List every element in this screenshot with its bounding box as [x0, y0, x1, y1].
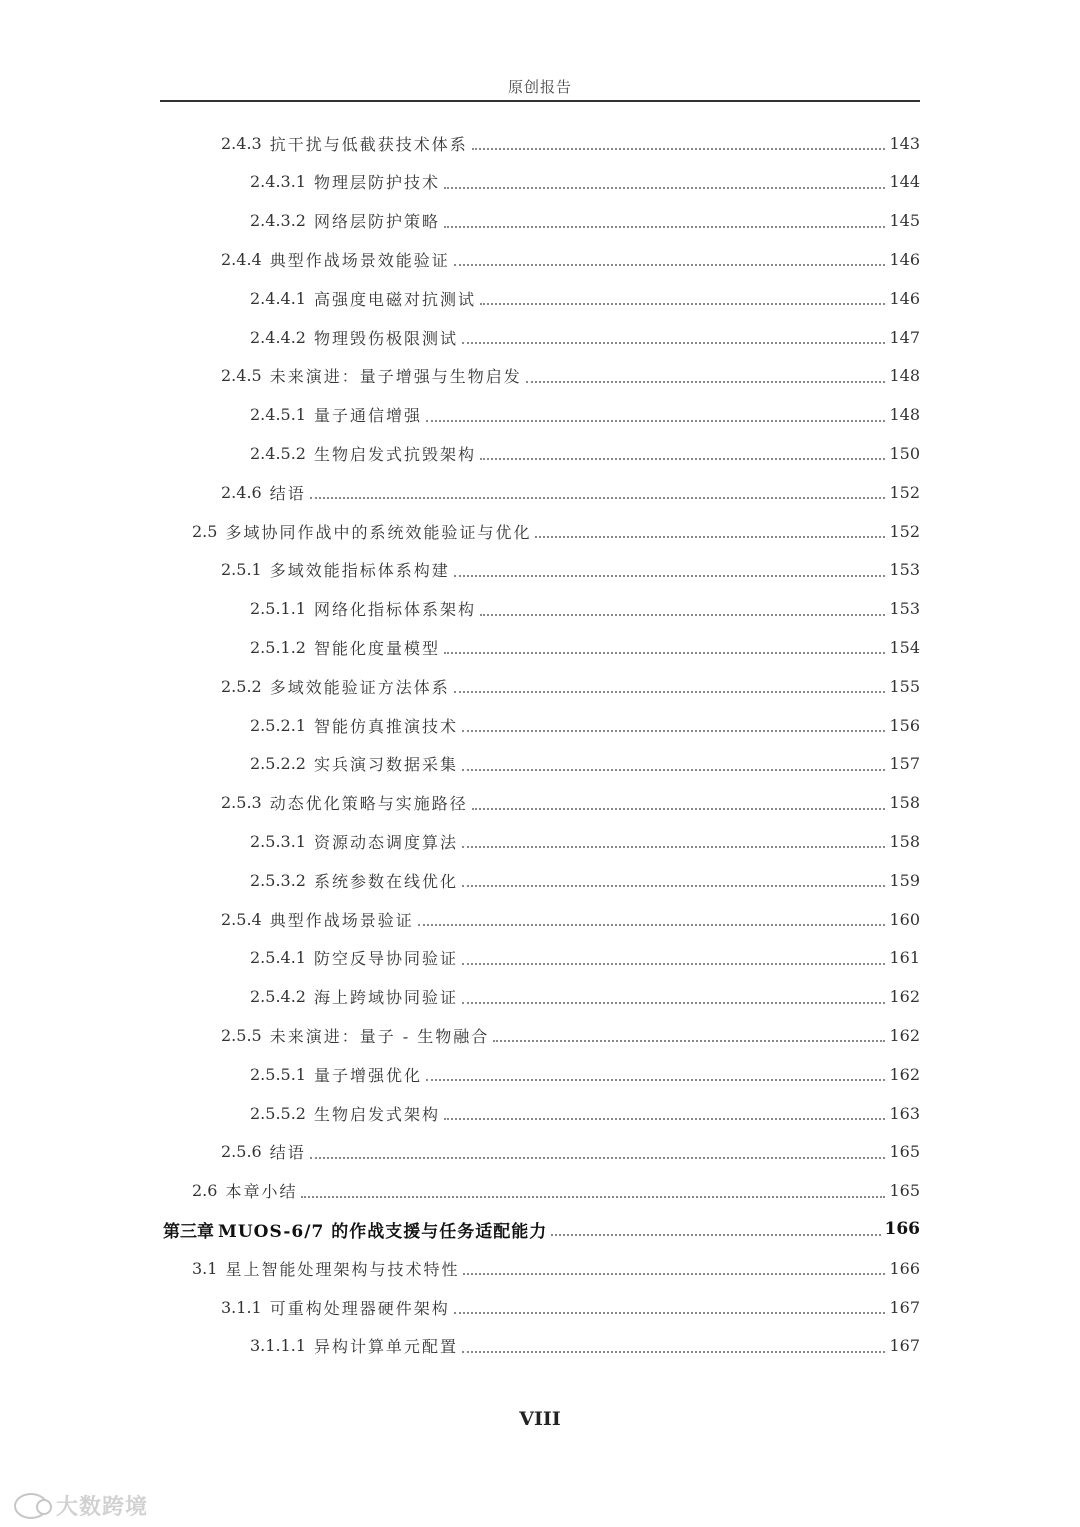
toc-entry-title: 多域效能指标体系构建 — [269, 561, 450, 581]
toc-entry[interactable] — [0, 667, 920, 705]
header-title: 原创报告 — [507, 78, 572, 96]
toc-entry-title: 典型作战场景效能验证 — [269, 250, 450, 270]
toc-entry-title: 结语 — [269, 483, 306, 503]
toc-entry-title: 生物启发式架构 — [313, 1104, 440, 1124]
toc-entry-title: 未来演进：量子 - 生物融合 — [269, 1026, 490, 1046]
chat-bubbles-icon — [14, 1493, 48, 1519]
toc-entry[interactable] — [0, 396, 920, 434]
toc-entry[interactable] — [0, 1172, 920, 1210]
toc-entry-page: 153 — [889, 560, 920, 580]
toc-entry[interactable] — [0, 1249, 920, 1287]
toc-entry-title: 星上智能处理架构与技术特性 — [225, 1259, 460, 1279]
toc-entry-number: 2.5.3.2 — [250, 870, 306, 890]
toc-leader-dots — [462, 846, 885, 848]
toc-entry-number: 2.5.4.2 — [250, 987, 306, 1007]
toc-entry-page: 157 — [889, 754, 920, 774]
toc-entry[interactable] — [0, 512, 920, 550]
toc-entry-page: 153 — [889, 599, 920, 619]
toc-entry-page: 160 — [889, 909, 920, 929]
toc-entry-number: 2.4.3 — [221, 133, 262, 153]
toc-leader-dots — [444, 226, 885, 228]
toc-entry[interactable] — [0, 745, 920, 783]
toc-entry-title: MUOS-6/7 的作战支援与任务适配能力 — [218, 1221, 548, 1242]
toc-entry-number: 2.4.4.1 — [250, 288, 306, 308]
toc-entry-number: 2.4.5.2 — [250, 443, 306, 463]
toc-entry-title: 网络化指标体系架构 — [313, 600, 476, 620]
toc-entry[interactable] — [0, 1016, 920, 1054]
toc-entry-title: 本章小结 — [225, 1182, 298, 1202]
toc-entry-number: 2.5.3 — [221, 793, 262, 813]
toc-entry[interactable] — [0, 939, 920, 977]
toc-entry[interactable] — [0, 318, 920, 356]
toc-entry-title: 资源动态调度算法 — [313, 832, 458, 852]
toc-entry-number: 2.5.4.1 — [250, 948, 306, 968]
toc-leader-dots — [462, 342, 885, 344]
toc-entry-page: 144 — [889, 172, 920, 192]
header-rule — [160, 100, 920, 102]
toc-leader-dots — [551, 1234, 880, 1236]
toc-entry[interactable] — [0, 434, 920, 472]
toc-entry[interactable] — [0, 473, 920, 511]
toc-entry-number: 2.5 — [192, 521, 218, 541]
toc-entry-number: 第三章 — [163, 1221, 214, 1242]
toc-entry[interactable] — [0, 124, 920, 162]
toc-entry[interactable] — [0, 1055, 920, 1093]
toc-entry-page: 147 — [889, 327, 920, 347]
toc-leader-dots — [426, 1079, 885, 1081]
toc-entry-page: 162 — [889, 1025, 920, 1045]
toc-leader-dots — [444, 187, 885, 189]
toc-entry-title: 量子通信增强 — [313, 406, 422, 426]
toc-entry-number: 2.5.5.1 — [250, 1064, 306, 1084]
toc-entry-page: 148 — [889, 366, 920, 386]
toc-entry-number: 2.5.1.1 — [250, 599, 306, 619]
toc-entry-number: 2.5.5 — [221, 1025, 262, 1045]
toc-leader-dots — [310, 1157, 886, 1159]
toc-entry-title: 结语 — [269, 1143, 306, 1163]
toc-leader-dots — [454, 691, 886, 693]
toc-entry[interactable] — [0, 978, 920, 1016]
toc-leader-dots — [454, 575, 886, 577]
toc-entry-number: 2.5.3.1 — [250, 831, 306, 851]
toc-entry-number: 2.4.5 — [221, 366, 262, 386]
toc-leader-dots — [454, 264, 886, 266]
toc-entry-page: 163 — [889, 1103, 920, 1123]
toc-entry[interactable] — [0, 1133, 920, 1171]
toc-leader-dots — [444, 652, 885, 654]
toc-leader-dots — [493, 1040, 885, 1042]
toc-leader-dots — [462, 1002, 885, 1004]
toc-entry-page: 158 — [889, 793, 920, 813]
toc-entry-page: 152 — [889, 521, 920, 541]
toc-entry-title: 网络层防护策略 — [313, 212, 440, 232]
toc-entry-title: 物理毁伤极限测试 — [313, 328, 458, 348]
toc-entry[interactable] — [0, 279, 920, 317]
toc-entry-page: 165 — [889, 1142, 920, 1162]
toc-entry-number: 2.5.4 — [221, 909, 262, 929]
toc-entry-number: 2.5.1.2 — [250, 637, 306, 657]
toc-entry-number: 2.5.6 — [221, 1142, 262, 1162]
toc-entry-title: 动态优化策略与实施路径 — [269, 794, 468, 814]
toc-leader-dots — [301, 1196, 885, 1198]
toc-entry[interactable] — [0, 1327, 920, 1365]
toc-entry-number: 2.5.2.1 — [250, 715, 306, 735]
toc-leader-dots — [418, 924, 886, 926]
toc-entry-title: 量子增强优化 — [313, 1065, 422, 1085]
toc-leader-dots — [535, 536, 885, 538]
toc-entry-number: 2.5.2 — [221, 676, 262, 696]
toc-leader-dots — [480, 458, 885, 460]
toc-entry-number: 2.4.3.1 — [250, 172, 306, 192]
toc-entry-page: 159 — [889, 870, 920, 890]
toc-entry-title: 可重构处理器硬件架构 — [269, 1298, 450, 1318]
toc-entry-number: 2.4.4 — [221, 249, 262, 269]
toc-entry-page: 148 — [889, 405, 920, 425]
toc-entry-page: 143 — [889, 133, 920, 153]
toc-leader-dots — [472, 148, 886, 150]
toc-entry-page: 155 — [889, 676, 920, 696]
toc-entry-number: 2.5.1 — [221, 560, 262, 580]
toc-entry-page: 167 — [889, 1336, 920, 1356]
watermark-text: 大数跨境 — [56, 1495, 149, 1520]
toc-entry-number: 2.4.3.2 — [250, 211, 306, 231]
toc-entry[interactable] — [0, 1288, 920, 1326]
toc-entry-title: 防空反导协同验证 — [313, 949, 458, 969]
toc-entry[interactable] — [0, 1094, 920, 1132]
toc-leader-dots — [462, 963, 885, 965]
toc-entry-title: 海上跨域协同验证 — [313, 988, 458, 1008]
toc-entry-title: 典型作战场景验证 — [269, 910, 414, 930]
watermark — [14, 1490, 148, 1521]
toc-entry-number: 2.5.5.2 — [250, 1103, 306, 1123]
toc-entry-number: 2.5.2.2 — [250, 754, 306, 774]
toc-entry-page: 146 — [889, 288, 920, 308]
toc-entry-title: 智能仿真推演技术 — [313, 716, 458, 736]
toc-leader-dots — [463, 1273, 885, 1275]
toc-entry-number: 2.4.4.2 — [250, 327, 306, 347]
toc-entry-title: 实兵演习数据采集 — [313, 755, 458, 775]
toc-entry-page: 166 — [884, 1219, 920, 1240]
toc-leader-dots — [454, 1312, 886, 1314]
toc-entry[interactable] — [0, 590, 920, 628]
toc-entry-page: 146 — [889, 249, 920, 269]
toc-entry-title: 未来演进：量子增强与生物启发 — [269, 367, 522, 387]
toc-entry-page: 162 — [889, 987, 920, 1007]
toc-entry-title: 高强度电磁对抗测试 — [313, 289, 476, 309]
toc-entry[interactable] — [0, 706, 920, 744]
toc-entry[interactable] — [0, 784, 920, 822]
toc-entry-page: 166 — [889, 1258, 920, 1278]
toc-entry-title: 异构计算单元配置 — [313, 1337, 458, 1357]
toc-entry-number: 3.1.1 — [221, 1297, 262, 1317]
toc-entry-number: 2.4.5.1 — [250, 405, 306, 425]
toc-entry[interactable] — [0, 822, 920, 860]
toc-entry-title: 生物启发式抗毁架构 — [313, 444, 476, 464]
toc-leader-dots — [462, 769, 885, 771]
toc-entry-number: 2.6 — [192, 1181, 218, 1201]
toc-entry-title: 物理层防护技术 — [313, 173, 440, 193]
toc-entry-page: 150 — [889, 443, 920, 463]
toc-entry-number: 3.1.1.1 — [250, 1336, 306, 1356]
page-number: VIII — [519, 1408, 561, 1430]
toc-entry-page: 167 — [889, 1297, 920, 1317]
toc-entry[interactable] — [0, 900, 920, 938]
toc-entry-page: 162 — [889, 1064, 920, 1084]
toc-entry-page: 154 — [889, 637, 920, 657]
toc-entry[interactable] — [0, 1210, 920, 1248]
toc-leader-dots — [480, 303, 885, 305]
toc-entry-page: 145 — [889, 211, 920, 231]
toc-entry[interactable] — [0, 861, 920, 899]
toc-leader-dots — [472, 808, 886, 810]
toc-leader-dots — [444, 1118, 885, 1120]
toc-leader-dots — [462, 885, 885, 887]
toc-entry-title: 抗干扰与低截获技术体系 — [269, 134, 468, 154]
toc-entry-number: 3.1 — [192, 1258, 218, 1278]
toc-entry[interactable] — [0, 202, 920, 240]
toc-entry-page: 152 — [889, 482, 920, 502]
toc-entry-page: 165 — [889, 1181, 920, 1201]
toc-leader-dots — [310, 497, 886, 499]
toc-leader-dots — [480, 614, 885, 616]
toc-entry-title: 多域效能验证方法体系 — [269, 677, 450, 697]
toc-entry[interactable] — [0, 357, 920, 395]
toc-entry-number: 2.4.6 — [221, 482, 262, 502]
toc-entry-title: 多域协同作战中的系统效能验证与优化 — [225, 522, 532, 542]
toc-entry[interactable] — [0, 628, 920, 666]
toc-entry[interactable] — [0, 240, 920, 278]
toc-entry[interactable] — [0, 551, 920, 589]
toc-entry-page: 158 — [889, 831, 920, 851]
toc-entry-page: 156 — [889, 715, 920, 735]
toc-leader-dots — [462, 730, 885, 732]
toc-entry-page: 161 — [889, 948, 920, 968]
toc-entry-title: 智能化度量模型 — [313, 638, 440, 658]
toc-entry-title: 系统参数在线优化 — [313, 871, 458, 891]
toc-leader-dots — [426, 420, 885, 422]
toc-leader-dots — [462, 1351, 885, 1353]
toc-leader-dots — [526, 381, 886, 383]
toc-entry[interactable] — [0, 163, 920, 201]
